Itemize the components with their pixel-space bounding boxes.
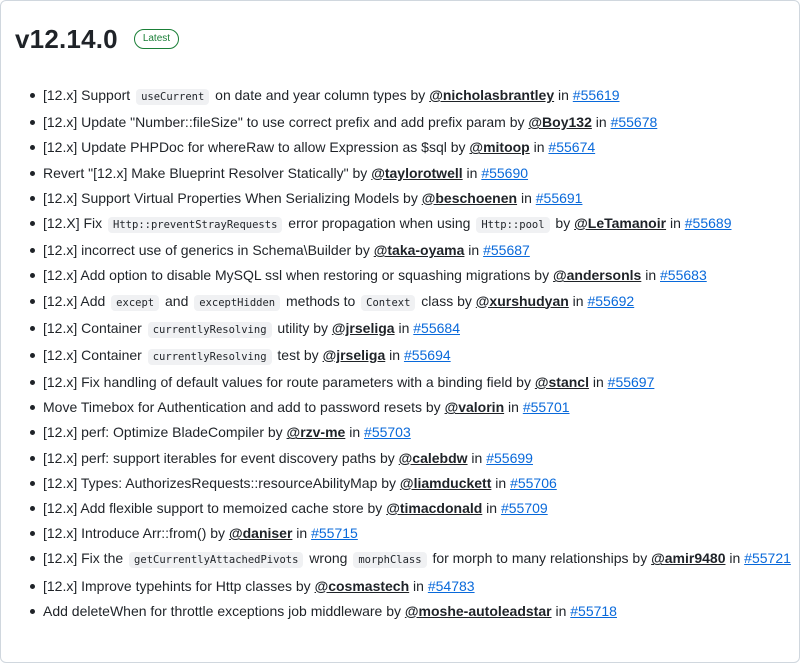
note-text: in bbox=[588, 374, 608, 391]
note-text: [12.x] Container bbox=[43, 346, 146, 363]
release-note-item bbox=[43, 397, 791, 417]
note-text: error propagation when using bbox=[284, 214, 475, 231]
author-link[interactable]: @daniser bbox=[228, 525, 293, 542]
pull-request-link[interactable]: #55691 bbox=[535, 189, 583, 206]
note-text: in bbox=[591, 114, 611, 131]
note-text: in bbox=[385, 346, 404, 363]
note-text: [12.x] Types: AuthorizesRequests::resourceAbilityMap by bbox=[43, 474, 400, 491]
latest-badge: Latest bbox=[134, 29, 179, 49]
note-text: [12.x] perf: support iterables for event discovery paths by bbox=[43, 449, 399, 466]
note-text: in bbox=[529, 139, 549, 156]
author-link[interactable]: @xurshudyan bbox=[475, 292, 569, 309]
inline-code: currentlyResolving bbox=[148, 322, 272, 338]
inline-code: getCurrentlyAttachedPivots bbox=[129, 552, 303, 568]
pull-request-link[interactable]: #55709 bbox=[500, 500, 548, 516]
release-note-item bbox=[43, 265, 791, 285]
release-note-item bbox=[43, 372, 791, 392]
note-text: in bbox=[345, 424, 365, 441]
pull-request-link[interactable]: #55701 bbox=[522, 399, 570, 416]
author-link[interactable]: @moshe-autoleadstar bbox=[404, 602, 552, 619]
note-text: [12.x] incorrect use of generics in Schema\Builder by bbox=[43, 242, 374, 259]
note-text: in bbox=[462, 164, 482, 181]
note-text: [12.x] Container bbox=[43, 319, 146, 336]
note-text: class by bbox=[417, 292, 476, 309]
pull-request-link[interactable]: #54783 bbox=[427, 577, 475, 594]
note-text: for morph to many relationships by bbox=[428, 550, 652, 567]
release-note-item bbox=[43, 163, 791, 183]
note-text: on date and year column types by bbox=[211, 87, 430, 103]
note-text: in bbox=[491, 474, 511, 491]
note-text: in bbox=[464, 242, 484, 259]
pull-request-link[interactable]: #55697 bbox=[607, 374, 655, 391]
author-link[interactable]: @mitoop bbox=[469, 139, 530, 156]
inline-code: except bbox=[111, 295, 159, 311]
author-link[interactable]: @cosmastech bbox=[314, 577, 410, 594]
author-link[interactable]: @jrseliga bbox=[322, 346, 386, 363]
release-note-item bbox=[43, 291, 791, 313]
note-text: in bbox=[394, 319, 414, 336]
author-link[interactable]: @beschoenen bbox=[421, 189, 518, 206]
author-link[interactable]: @taylorotwell bbox=[371, 164, 463, 181]
author-link[interactable]: @valorin bbox=[444, 399, 505, 416]
note-text: [12.x] Improve typehints for Http classes by bbox=[43, 577, 315, 594]
note-text: utility by bbox=[273, 319, 332, 336]
note-text: Revert "[12.x] Make Blueprint Resolver Statically" by bbox=[43, 164, 372, 181]
pull-request-link[interactable]: #55619 bbox=[572, 87, 620, 103]
note-text: in bbox=[641, 267, 661, 284]
author-link[interactable]: @jrseliga bbox=[331, 319, 395, 336]
pull-request-link[interactable]: #55694 bbox=[403, 346, 451, 363]
author-link[interactable]: @nicholasbrantley bbox=[429, 87, 555, 103]
inline-code: Http::pool bbox=[476, 217, 549, 233]
release-note-item bbox=[43, 213, 791, 235]
note-text: in bbox=[725, 550, 745, 567]
release-note-item bbox=[43, 576, 791, 596]
inline-code: exceptHidden bbox=[194, 295, 280, 311]
pull-request-link[interactable]: #55690 bbox=[481, 164, 529, 181]
author-link[interactable]: @amir9480 bbox=[651, 550, 726, 567]
note-text: in bbox=[504, 399, 523, 416]
pull-request-link[interactable]: #55699 bbox=[486, 449, 533, 466]
author-link[interactable]: @rzv-me bbox=[286, 424, 346, 441]
author-link[interactable]: @andersonls bbox=[552, 267, 642, 284]
note-text: in bbox=[568, 292, 588, 309]
note-text: test by bbox=[273, 346, 323, 363]
inline-code: currentlyResolving bbox=[148, 349, 272, 365]
note-text: Add deleteWhen for throttle exceptions job middleware by bbox=[43, 602, 405, 619]
note-text: [12.X] Fix bbox=[43, 214, 107, 231]
release-note-item bbox=[43, 473, 791, 493]
note-text: in bbox=[467, 449, 487, 466]
note-text: [12.x] Add flexible support to memoized cache store by bbox=[43, 500, 387, 516]
release-note-item bbox=[43, 345, 791, 367]
note-text: methods to bbox=[282, 292, 360, 309]
pull-request-link[interactable]: #55689 bbox=[684, 214, 732, 231]
pull-request-link[interactable]: #55721 bbox=[744, 550, 791, 567]
author-link[interactable]: @timacdonald bbox=[386, 500, 483, 516]
inline-code: useCurrent bbox=[136, 89, 209, 105]
author-link[interactable]: @stancl bbox=[534, 374, 589, 391]
pull-request-link[interactable]: #55692 bbox=[587, 292, 635, 309]
release-note-item bbox=[43, 188, 791, 208]
author-link[interactable]: @liamduckett bbox=[399, 474, 492, 491]
author-link[interactable]: @calebdw bbox=[398, 449, 468, 466]
release-note-item bbox=[43, 498, 791, 518]
inline-code: morphClass bbox=[353, 552, 426, 568]
release-note-item bbox=[43, 601, 791, 621]
release-notes-list bbox=[1, 85, 791, 626]
release-note-item bbox=[43, 422, 791, 442]
note-text: [12.x] Update "Number::fileSize" to use correct prefix and add prefix param by bbox=[43, 114, 529, 131]
note-text: and bbox=[161, 292, 193, 309]
pull-request-link[interactable]: #55703 bbox=[364, 424, 411, 441]
note-text: [12.x] Support bbox=[43, 87, 135, 103]
release-note-item bbox=[43, 548, 791, 570]
note-text: [12.x] Update PHPDoc for whereRaw to allow Expression as $sql by bbox=[43, 139, 470, 156]
release-note-item bbox=[43, 137, 791, 157]
release-note-item bbox=[43, 240, 791, 260]
note-text: [12.x] Support Virtual Properties When Serializing Models by bbox=[43, 189, 422, 206]
note-text: wrong bbox=[305, 550, 352, 567]
pull-request-link[interactable]: #55674 bbox=[548, 139, 596, 156]
release-header bbox=[15, 21, 179, 57]
note-text: in bbox=[666, 214, 685, 231]
inline-code: Http::preventStrayRequests bbox=[108, 217, 282, 233]
pull-request-link[interactable]: #55687 bbox=[483, 242, 530, 259]
pull-request-link[interactable]: #55684 bbox=[413, 319, 460, 336]
pull-request-link[interactable]: #55678 bbox=[610, 114, 658, 131]
note-text: [12.x] Add option to disable MySQL ssl when restoring or squashing migrations by bbox=[43, 267, 553, 284]
author-link[interactable]: @taka-oyama bbox=[373, 242, 465, 259]
release-note-item bbox=[43, 318, 791, 340]
pull-request-link[interactable]: #55718 bbox=[570, 602, 617, 619]
inline-code: Context bbox=[361, 295, 415, 311]
note-text: in bbox=[292, 525, 312, 542]
note-text: [12.x] perf: Optimize BladeCompiler by bbox=[43, 424, 287, 441]
note-text: [12.x] Introduce Arr::from() by bbox=[43, 525, 229, 542]
pull-request-link[interactable]: #55715 bbox=[311, 525, 358, 542]
note-text: in bbox=[482, 500, 501, 516]
note-text: in bbox=[409, 577, 428, 594]
note-text: Move Timebox for Authentication and add to password resets by bbox=[43, 399, 445, 416]
author-link[interactable]: @LeTamanoir bbox=[574, 214, 667, 231]
release-note-item bbox=[43, 448, 791, 468]
note-text: in bbox=[517, 189, 536, 206]
note-text: in bbox=[551, 602, 571, 619]
pull-request-link[interactable]: #55706 bbox=[510, 474, 557, 491]
author-link[interactable]: @Boy132 bbox=[528, 114, 592, 131]
pull-request-link[interactable]: #55683 bbox=[660, 267, 707, 284]
note-text: by bbox=[551, 214, 575, 231]
note-text: [12.x] Fix the bbox=[43, 550, 128, 567]
note-text: [12.x] Fix handling of default values for route parameters with a binding field by bbox=[43, 374, 535, 391]
release-title[interactable]: v12.14.0 bbox=[15, 24, 118, 54]
release-note-item bbox=[43, 523, 791, 543]
note-text: in bbox=[554, 87, 573, 103]
release-note-item bbox=[43, 112, 791, 132]
note-text: [12.x] Add bbox=[43, 292, 110, 309]
release-note-item bbox=[43, 85, 791, 107]
